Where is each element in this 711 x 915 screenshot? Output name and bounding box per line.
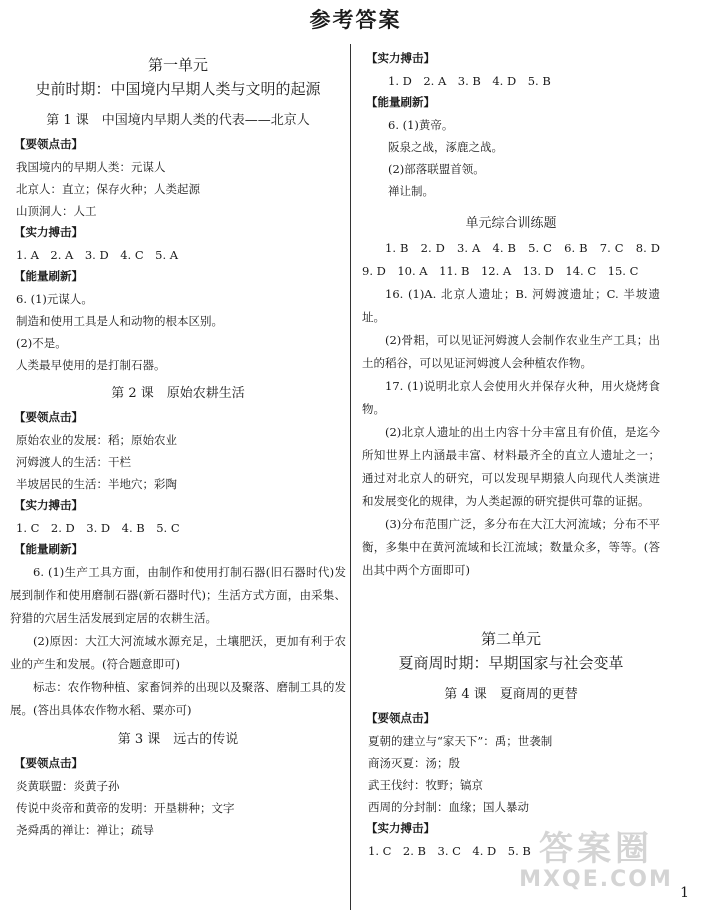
answer-line: 西周的分封制：血缘；国人暴动: [368, 800, 529, 814]
answer-line: 北京人：直立；保存火种；人类起源: [16, 182, 200, 196]
unit-title: 第二单元: [480, 630, 541, 648]
spacer: [362, 582, 660, 622]
page-title: 参考答案: [309, 7, 402, 32]
section-heading: 【实力搏击】: [14, 225, 83, 239]
answer-paragraph: 17. (1)说明北京人会使用火并保存火种，用火烧烤食物。: [362, 379, 660, 416]
answer-paragraph: (2)骨耜，可以见证河姆渡人会制作农业生产工具；出土的稻谷，可以见证河姆渡人会种植农作物。: [362, 333, 660, 370]
period-title: 夏商周时期：早期国家与社会变革: [398, 654, 624, 672]
answer-line: 河姆渡人的生活：干栏: [16, 455, 131, 469]
page-number: 1: [680, 885, 689, 901]
answer-line: 6. (1)黄帝。: [388, 118, 454, 132]
answer-line: 山顶洞人：人工: [16, 204, 97, 218]
answer-line: 传说中炎帝和黄帝的发明：开垦耕种；文字: [16, 801, 235, 815]
column-divider: [350, 44, 351, 910]
answer-line: 1. A 2. A 3. D 4. C 5. A: [16, 248, 179, 262]
answer-line: 夏朝的建立与“家天下”：禹；世袭制: [368, 734, 553, 748]
answer-line: 阪泉之战，涿鹿之战。: [388, 140, 503, 154]
unit-title: 第一单元: [147, 56, 208, 74]
answer-paragraph: 1. B 2. D 3. A 4. B 5. C 6. B 7. C 8. D 9. D 10. A 11. B 12. A 13. D 14. C 15. C: [362, 241, 672, 278]
answer-line: (2)不是。: [16, 336, 67, 350]
answer-line: 原始农业的发展：稻；原始农业: [16, 433, 177, 447]
section-heading: 【要领点击】: [366, 711, 435, 725]
lesson-title: 第 1 课 中国境内早期人类的代表——北京人: [46, 113, 310, 128]
section-heading: 【要领点击】: [14, 756, 83, 770]
answer-line: 禅让制。: [388, 184, 434, 198]
section-heading: 【能量刷新】: [14, 269, 83, 283]
section-heading: 【要领点击】: [14, 137, 83, 151]
answer-paragraph: 16. (1)A. 北京人遗址；B. 河姆渡遗址；C. 半坡遗址。: [362, 287, 660, 324]
answer-paragraph: (2)原因：大江大河流域水源充足，土壤肥沃，更加有利于农业的产生和发展。(符合题意即可): [10, 634, 346, 671]
answer-line: 商汤灭夏：汤；殷: [368, 756, 460, 770]
left-column: [10, 48, 346, 841]
watermark-url: MXQE.COM: [519, 866, 673, 892]
answer-line: 6. (1)元谋人。: [16, 292, 93, 306]
answer-line: 我国境内的早期人类：元谋人: [16, 160, 166, 174]
answer-line: (2)部落联盟首领。: [388, 162, 485, 176]
lesson-title: 第 4 课 夏商周的更替: [444, 687, 578, 702]
right-column: [362, 48, 672, 862]
answer-line: 尧舜禹的禅让：禅让；疏导: [16, 823, 154, 837]
answer-line: 人类最早使用的是打制石器。: [16, 358, 166, 372]
section-heading: 【要领点击】: [14, 410, 83, 424]
answer-paragraph: (2)北京人遗址的出土内容十分丰富且有价值，是迄今所知世界上内涵最丰富、材料最齐全的直立人遗址之一；通过对北京人的研究，可以发现早期猿人向现代人类演进和发展变化的规律，为人类起源的研究提供可靠的证据。: [362, 425, 660, 508]
watermark-text: 答案圈: [539, 828, 653, 869]
answer-line: 制造和使用工具是人和动物的根本区别。: [16, 314, 223, 328]
section-heading: 【能量刷新】: [14, 542, 83, 556]
answer-line: 1. D 2. A 3. B 4. D 5. B: [388, 74, 551, 88]
section-heading: 【实力搏击】: [14, 498, 83, 512]
answer-line: 武王伐纣：牧野；镐京: [368, 778, 483, 792]
lesson-title: 第 2 课 原始农耕生活: [111, 386, 245, 401]
answer-line: 1. C 2. B 3. C 4. D 5. B: [368, 844, 531, 858]
answer-paragraph: (3)分布范围广泛，多分布在大江大河流域；分布不平衡，多集中在黄河流域和长江流域；数量众多，等等。(答出其中两个方面即可): [362, 517, 660, 577]
section-heading: 【能量刷新】: [366, 95, 435, 109]
answer-line: 半坡居民的生活：半地穴；彩陶: [16, 477, 177, 491]
section-heading: 【实力搏击】: [366, 51, 435, 65]
answer-line: 1. C 2. D 3. D 4. B 5. C: [16, 521, 180, 535]
lesson-title: 第 3 课 远古的传说: [117, 732, 239, 747]
answer-paragraph: 标志：农作物种植、家畜饲养的出现以及聚落、磨制工具的发展。(答出具体农作物水稻、粟亦可): [10, 680, 346, 717]
answer-line: 炎黄联盟：炎黄子孙: [16, 779, 120, 793]
section-heading: 【实力搏击】: [366, 821, 435, 835]
section-title: 单元综合训练题: [465, 216, 557, 231]
answer-paragraph: 6. (1)生产工具方面，由制作和使用打制石器(旧石器时代)发展到制作和使用磨制石器(新石器时代)；生活方式方面，由采集、狩猎的穴居生活发展到定居的农耕生活。: [10, 565, 346, 625]
period-title: 史前时期：中国境内早期人类与文明的起源: [35, 80, 321, 98]
